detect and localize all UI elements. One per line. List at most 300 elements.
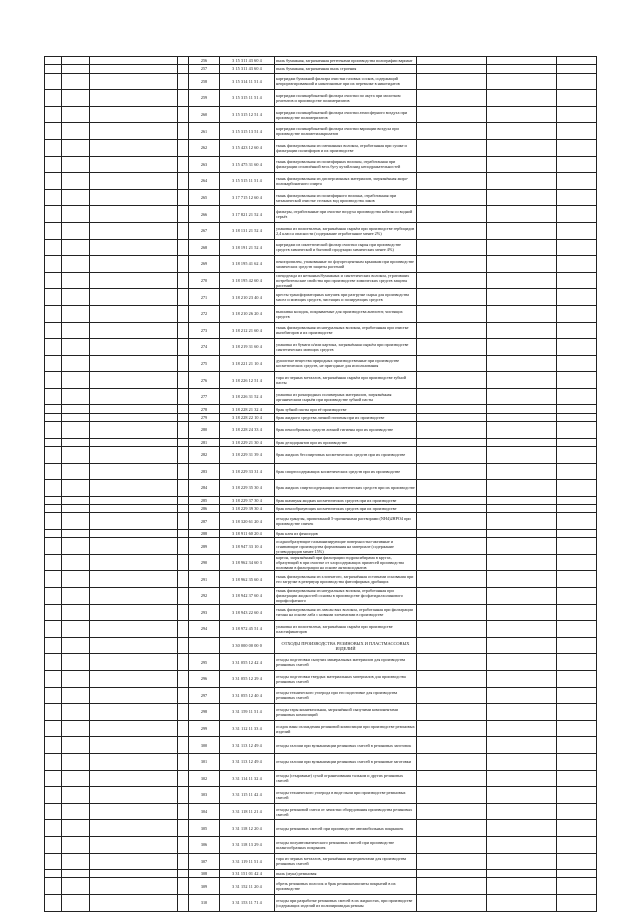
- empty-cell: [557, 173, 597, 190]
- row-number-cell: 306: [189, 836, 220, 853]
- empty-cell: [178, 446, 189, 463]
- empty-cell: [417, 637, 487, 654]
- empty-cell: [62, 173, 90, 190]
- row-number-cell: 263: [189, 156, 220, 173]
- empty-cell: [557, 588, 597, 605]
- row-number-cell: 277: [189, 388, 220, 405]
- table-row: [45, 720, 597, 737]
- waste-name-cell: пыль (мука) резиновая: [275, 870, 417, 878]
- empty-cell: [178, 604, 189, 621]
- empty-cell: [45, 720, 62, 737]
- waste-name-cell: отходы полуавтоматического резиновых смесей при производстве шлангообразных покрышек: [275, 836, 417, 853]
- empty-cell: [487, 289, 557, 306]
- empty-cell: [487, 496, 557, 504]
- empty-cell: [90, 853, 178, 870]
- waste-name-cell: ткань фильтровальная из натуральных волокон, отработанная при фильтрации жидкостей основы в производстве фосфатидилхолинового пирофосфатного: [275, 588, 417, 605]
- empty-cell: [487, 720, 557, 737]
- table-row: [45, 422, 597, 439]
- empty-cell: [417, 588, 487, 605]
- table-row: [45, 413, 597, 421]
- fkko-code-cell: 3 31 119 11 51 4: [220, 853, 275, 870]
- empty-cell: [487, 621, 557, 638]
- empty-cell: [557, 422, 597, 439]
- waste-name-cell: осадок ванн охлаждения резиновой композиции при производстве резиновых изделий: [275, 720, 417, 737]
- row-number-cell: 296: [189, 670, 220, 687]
- waste-name-cell: упаковка из разнородных полимерных материалов, загрязнённая органическим сырьём при производстве зубной пасты: [275, 388, 417, 405]
- table-row: [45, 687, 597, 704]
- empty-cell: [62, 787, 90, 804]
- row-number-cell: 303: [189, 787, 220, 804]
- empty-cell: [178, 529, 189, 537]
- fkko-code-cell: 3 15 315 12 51 4: [220, 106, 275, 123]
- table-row: [45, 139, 597, 156]
- empty-cell: [178, 753, 189, 770]
- empty-cell: [557, 505, 597, 513]
- waste-name-cell: брак зубной пасты при её производстве: [275, 405, 417, 413]
- empty-cell: [178, 73, 189, 90]
- empty-cell: [178, 123, 189, 140]
- row-number-cell: [189, 637, 220, 654]
- empty-cell: [62, 753, 90, 770]
- empty-cell: [178, 588, 189, 605]
- waste-name-cell: упаковка из полиэтилена, загрязнённая сырьём при производстве гербицидов 2,4 класса опасности (содержание отработанное менее 2%): [275, 222, 417, 239]
- waste-name-cell: картон, загрязнённый при фильтрации гидроксибирама в кругах, образующий в при очистке от хлорсодержащих примесей производства поливами в фильтрации на основе антиоксидантов: [275, 554, 417, 571]
- table-row: [45, 405, 597, 413]
- empty-cell: [487, 878, 557, 895]
- fkko-code-cell: 3 15 475 31 60 4: [220, 156, 275, 173]
- empty-cell: [557, 554, 597, 571]
- row-number-cell: 272: [189, 305, 220, 322]
- empty-cell: [45, 413, 62, 421]
- empty-cell: [178, 388, 189, 405]
- empty-cell: [62, 621, 90, 638]
- empty-cell: [90, 405, 178, 413]
- empty-cell: [62, 372, 90, 389]
- empty-cell: [90, 339, 178, 356]
- empty-cell: [62, 405, 90, 413]
- empty-cell: [557, 820, 597, 837]
- empty-cell: [557, 388, 597, 405]
- fkko-code-cell: 3 18 195 41 62 4: [220, 256, 275, 273]
- row-number-cell: 273: [189, 322, 220, 339]
- empty-cell: [45, 529, 62, 537]
- empty-cell: [62, 803, 90, 820]
- empty-cell: [62, 256, 90, 273]
- empty-cell: [90, 637, 178, 654]
- waste-name-cell: тара из черных металлов, загрязнённая сырьём при производстве зубной пасты: [275, 372, 417, 389]
- empty-cell: [487, 853, 557, 870]
- empty-cell: [62, 853, 90, 870]
- row-number-cell: 262: [189, 139, 220, 156]
- table-row: [45, 878, 597, 895]
- empty-cell: [178, 870, 189, 878]
- fkko-code-cell: 3 18 221 21 10 4: [220, 355, 275, 372]
- empty-cell: [417, 687, 487, 704]
- empty-cell: [557, 894, 597, 911]
- table-row: [45, 803, 597, 820]
- empty-cell: [62, 90, 90, 107]
- fkko-code-cell: 3 18 191 21 52 4: [220, 239, 275, 256]
- empty-cell: [557, 446, 597, 463]
- empty-cell: [557, 621, 597, 638]
- empty-cell: [62, 505, 90, 513]
- empty-cell: [178, 305, 189, 322]
- empty-cell: [417, 803, 487, 820]
- empty-cell: [62, 513, 90, 530]
- empty-cell: [557, 513, 597, 530]
- empty-cell: [557, 372, 597, 389]
- empty-cell: [417, 272, 487, 289]
- empty-cell: [417, 529, 487, 537]
- empty-cell: [557, 878, 597, 895]
- empty-cell: [90, 156, 178, 173]
- row-number-cell: 265: [189, 189, 220, 206]
- empty-cell: [487, 65, 557, 73]
- waste-name-cell: ткань фильтровальная из хлопчатого, загрязнённая остатками основания при его загрузке в резервуар производства фитоэфирных дробящих: [275, 571, 417, 588]
- waste-name-cell: картриджи поликарбонатной фильтра очистки вариации воздуха при производстве полиметилакрилатов: [275, 123, 417, 140]
- empty-cell: [45, 870, 62, 878]
- empty-cell: [62, 222, 90, 239]
- empty-cell: [45, 256, 62, 273]
- empty-cell: [90, 621, 178, 638]
- empty-cell: [417, 289, 487, 306]
- empty-cell: [557, 737, 597, 754]
- table-row: [45, 388, 597, 405]
- waste-name-cell: отходы подготовки твердых материальных материалов для производства резиновых смесей: [275, 670, 417, 687]
- empty-cell: [487, 836, 557, 853]
- empty-cell: [90, 554, 178, 571]
- fkko-code-cell: 3 18 210 23 40 4: [220, 289, 275, 306]
- empty-cell: [557, 480, 597, 497]
- row-number-cell: 305: [189, 820, 220, 837]
- waste-name-cell: отходы при разработке резиновых смесей в их жидкостях, при производстве (содержащих изделий из полипиримидна резины: [275, 894, 417, 911]
- empty-cell: [417, 670, 487, 687]
- empty-cell: [45, 272, 62, 289]
- fkko-code-cell: 3 18 226 12 51 4: [220, 372, 275, 389]
- table-row: [45, 480, 597, 497]
- empty-cell: [417, 820, 487, 837]
- empty-cell: [487, 463, 557, 480]
- empty-cell: [487, 256, 557, 273]
- waste-name-cell: отходы тары коннектильная, загрязнённой сыпучими компонентами резиновых композиций: [275, 704, 417, 721]
- empty-cell: [178, 463, 189, 480]
- empty-cell: [557, 463, 597, 480]
- table-row: [45, 670, 597, 687]
- fkko-code-cell: 3 18 229 21 30 4: [220, 438, 275, 446]
- empty-cell: [62, 870, 90, 878]
- empty-cell: [487, 637, 557, 654]
- empty-cell: [90, 687, 178, 704]
- empty-cell: [90, 189, 178, 206]
- empty-cell: [487, 538, 557, 555]
- empty-cell: [45, 139, 62, 156]
- empty-cell: [487, 604, 557, 621]
- empty-cell: [45, 65, 62, 73]
- empty-cell: [45, 878, 62, 895]
- empty-cell: [90, 372, 178, 389]
- empty-cell: [557, 73, 597, 90]
- empty-cell: [45, 670, 62, 687]
- waste-name-cell: душистые вещества природных производственные при производстве косметических средств, не пригодные для использования: [275, 355, 417, 372]
- empty-cell: [417, 322, 487, 339]
- empty-cell: [45, 438, 62, 446]
- empty-cell: [62, 65, 90, 73]
- fkko-code-cell: 3 18 947 33 10 4: [220, 538, 275, 555]
- empty-cell: [45, 106, 62, 123]
- empty-cell: [487, 480, 557, 497]
- empty-cell: [178, 571, 189, 588]
- table-row: [45, 256, 597, 273]
- empty-cell: [487, 305, 557, 322]
- empty-cell: [178, 322, 189, 339]
- empty-cell: [178, 836, 189, 853]
- empty-cell: [90, 139, 178, 156]
- empty-cell: [417, 836, 487, 853]
- empty-cell: [45, 156, 62, 173]
- empty-cell: [557, 189, 597, 206]
- waste-name-cell: пыль бумажная, загрязненная ретегенами производства полиграфии вариант: [275, 57, 417, 65]
- empty-cell: [178, 57, 189, 65]
- empty-cell: [178, 222, 189, 239]
- empty-cell: [487, 588, 557, 605]
- empty-cell: [90, 65, 178, 73]
- empty-cell: [557, 289, 597, 306]
- empty-cell: [178, 339, 189, 356]
- waste-name-cell: брак пенообразующих косметических средств при их производстве: [275, 505, 417, 513]
- empty-cell: [487, 670, 557, 687]
- empty-cell: [62, 57, 90, 65]
- empty-cell: [45, 554, 62, 571]
- row-number-cell: 266: [189, 206, 220, 223]
- empty-cell: [178, 413, 189, 421]
- fkko-code-cell: 3 31 055 12 42 4: [220, 654, 275, 671]
- empty-cell: [178, 272, 189, 289]
- fkko-code-cell: 3 15 315 13 51 4: [220, 123, 275, 140]
- waste-name-cell: брак жидких бесспиртовых косметических средств при их производстве: [275, 446, 417, 463]
- empty-cell: [90, 803, 178, 820]
- empty-cell: [45, 239, 62, 256]
- empty-cell: [90, 305, 178, 322]
- empty-cell: [45, 222, 62, 239]
- empty-cell: [45, 496, 62, 504]
- empty-cell: [45, 405, 62, 413]
- waste-name-cell: ткань фильтровальная из полиэфирных волокон, отработанная при фильтрации оглавлённой весь бугу кутайлонид неподражательностей: [275, 156, 417, 173]
- empty-cell: [90, 413, 178, 421]
- table-row: [45, 206, 597, 223]
- empty-cell: [62, 878, 90, 895]
- empty-cell: [62, 289, 90, 306]
- fkko-code-cell: 3 18 943 22 60 4: [220, 604, 275, 621]
- empty-cell: [557, 272, 597, 289]
- empty-cell: [62, 820, 90, 837]
- empty-cell: [557, 206, 597, 223]
- empty-cell: [557, 322, 597, 339]
- empty-cell: [178, 256, 189, 273]
- fkko-code-cell: 3 31 118 12 20 4: [220, 820, 275, 837]
- waste-name-cell: выплавка колодок, покрываемые для производства антисепт, чистящих средств: [275, 305, 417, 322]
- section-title-cell: ОТХОДЫ ПРОИЗВОДСТВА РЕЗИНОВЫХ И ПЛАСТМАССОВЫХ ИЗДЕЛИЙ: [275, 637, 417, 654]
- waste-name-cell: осадкообразующие гальванизирующие поверхностно-активные и сгнивающие производства формования на материале (содержание углеводородов менее 15%): [275, 538, 417, 555]
- empty-cell: [487, 123, 557, 140]
- fkko-code-cell: 3 18 942 37 60 4: [220, 588, 275, 605]
- empty-cell: [417, 853, 487, 870]
- empty-cell: [178, 878, 189, 895]
- empty-cell: [90, 446, 178, 463]
- empty-cell: [557, 529, 597, 537]
- empty-cell: [62, 463, 90, 480]
- table-row: [45, 222, 597, 239]
- empty-cell: [45, 571, 62, 588]
- table-row: [45, 496, 597, 504]
- table-row: [45, 339, 597, 356]
- empty-cell: [487, 803, 557, 820]
- fkko-code-cell: 3 18 212 21 60 4: [220, 322, 275, 339]
- empty-cell: [487, 820, 557, 837]
- empty-cell: [90, 173, 178, 190]
- empty-cell: [417, 305, 487, 322]
- empty-cell: [62, 388, 90, 405]
- empty-cell: [417, 753, 487, 770]
- fkko-code-cell: 3 31 151 01 42 4: [220, 870, 275, 878]
- fkko-code-cell: 3 31 112 11 33 4: [220, 720, 275, 737]
- empty-cell: [45, 189, 62, 206]
- row-number-cell: 259: [189, 90, 220, 107]
- waste-name-cell: ткань фильтровальная из полиэфирного волокна, отработанная при механической очистке сточных вод производства лаков: [275, 189, 417, 206]
- empty-cell: [90, 513, 178, 530]
- table-row: [45, 894, 597, 911]
- empty-cell: [90, 73, 178, 90]
- empty-cell: [62, 770, 90, 787]
- row-number-cell: 304: [189, 803, 220, 820]
- table-row: [45, 704, 597, 721]
- empty-cell: [178, 704, 189, 721]
- empty-cell: [62, 422, 90, 439]
- fkko-code-cell: 3 18 131 21 52 4: [220, 222, 275, 239]
- table-row: [45, 571, 597, 588]
- empty-cell: [45, 770, 62, 787]
- empty-cell: [90, 571, 178, 588]
- empty-cell: [45, 513, 62, 530]
- empty-cell: [45, 704, 62, 721]
- empty-cell: [90, 388, 178, 405]
- empty-cell: [557, 670, 597, 687]
- empty-cell: [487, 405, 557, 413]
- row-number-cell: 274: [189, 339, 220, 356]
- empty-cell: [45, 388, 62, 405]
- waste-name-cell: обрезь резиновых полосок и брак резинокомпозиты покрытий в их производстве: [275, 878, 417, 895]
- empty-cell: [417, 173, 487, 190]
- waste-name-cell: картриджи поликарбонатной фильтра очистки по акута при молотком реагентов и производстве полимеризатов: [275, 90, 417, 107]
- empty-cell: [487, 446, 557, 463]
- empty-cell: [557, 355, 597, 372]
- fkko-code-cell: 3 18 229 35 30 4: [220, 480, 275, 497]
- table-row: [45, 239, 597, 256]
- empty-cell: [45, 604, 62, 621]
- empty-cell: [62, 438, 90, 446]
- row-number-cell: 292: [189, 588, 220, 605]
- empty-cell: [417, 355, 487, 372]
- table-row: [45, 446, 597, 463]
- fkko-code-cell: 3 15 314 11 51 4: [220, 73, 275, 90]
- row-number-cell: 298: [189, 704, 220, 721]
- table-row: [45, 106, 597, 123]
- row-number-cell: 281: [189, 438, 220, 446]
- empty-cell: [45, 753, 62, 770]
- empty-cell: [487, 106, 557, 123]
- fkko-code-cell: 3 31 113 12 49 4: [220, 753, 275, 770]
- empty-cell: [45, 339, 62, 356]
- empty-cell: [417, 704, 487, 721]
- fkko-code-cell: 3 18 226 31 52 4: [220, 388, 275, 405]
- empty-cell: [487, 753, 557, 770]
- empty-cell: [178, 894, 189, 911]
- waste-name-cell: брак жидких спиртосодержащих косметических средств при их производстве: [275, 480, 417, 497]
- row-number-cell: 275: [189, 355, 220, 372]
- empty-cell: [178, 289, 189, 306]
- fkko-code-cell: 3 31 055 12 40 4: [220, 687, 275, 704]
- empty-cell: [487, 770, 557, 787]
- empty-cell: [557, 405, 597, 413]
- waste-name-cell: пыль бумажная, загрязненная пыль строения: [275, 65, 417, 73]
- empty-cell: [557, 413, 597, 421]
- empty-cell: [45, 463, 62, 480]
- fkko-code-cell: 3 31 113 12 49 4: [220, 737, 275, 754]
- empty-cell: [178, 139, 189, 156]
- fkko-code-cell: 3 15 515 11 51 4: [220, 173, 275, 190]
- row-number-cell: 307: [189, 853, 220, 870]
- row-number-cell: 301: [189, 753, 220, 770]
- fkko-code-cell: 3 31 055 12 29 4: [220, 670, 275, 687]
- empty-cell: [45, 894, 62, 911]
- empty-cell: [90, 289, 178, 306]
- empty-cell: [62, 588, 90, 605]
- empty-cell: [90, 256, 178, 273]
- empty-cell: [45, 588, 62, 605]
- empty-cell: [178, 438, 189, 446]
- empty-cell: [178, 853, 189, 870]
- empty-cell: [62, 496, 90, 504]
- empty-cell: [62, 123, 90, 140]
- empty-cell: [487, 687, 557, 704]
- empty-cell: [557, 571, 597, 588]
- row-number-cell: 299: [189, 720, 220, 737]
- empty-cell: [178, 173, 189, 190]
- fkko-code-cell: 3 17 715 12 60 4: [220, 189, 275, 206]
- empty-cell: [178, 687, 189, 704]
- empty-cell: [178, 737, 189, 754]
- row-number-cell: 267: [189, 222, 220, 239]
- empty-cell: [417, 894, 487, 911]
- empty-cell: [417, 189, 487, 206]
- empty-cell: [62, 637, 90, 654]
- fkko-code-cell: 3 31 114 11 32 4: [220, 770, 275, 787]
- fkko-code-cell: 3 30 000 00 00 0: [220, 637, 275, 654]
- row-number-cell: 264: [189, 173, 220, 190]
- empty-cell: [557, 123, 597, 140]
- table-row: [45, 505, 597, 513]
- empty-cell: [90, 820, 178, 837]
- table-row: [45, 305, 597, 322]
- row-number-cell: 289: [189, 538, 220, 555]
- empty-cell: [487, 222, 557, 239]
- empty-cell: [90, 463, 178, 480]
- row-number-cell: 284: [189, 480, 220, 497]
- empty-cell: [62, 339, 90, 356]
- empty-cell: [487, 139, 557, 156]
- empty-cell: [90, 894, 178, 911]
- empty-cell: [45, 836, 62, 853]
- fkko-code-cell: 3 18 219 31 60 4: [220, 339, 275, 356]
